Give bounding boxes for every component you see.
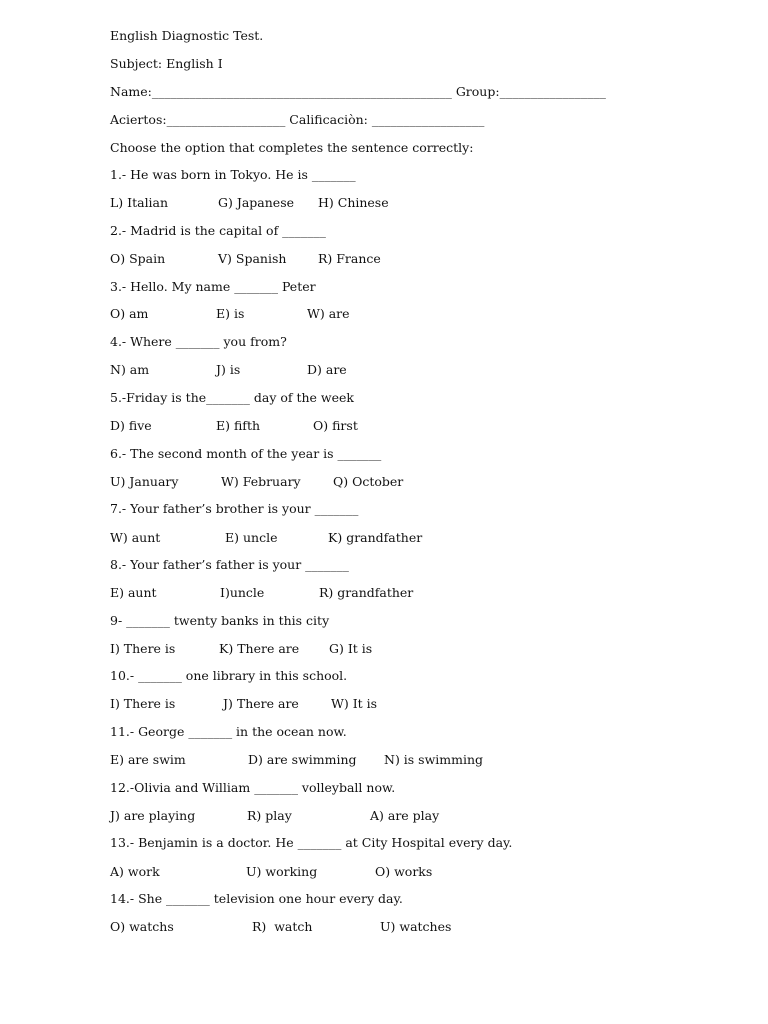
q7-option-3: K) grandfather [328, 530, 423, 545]
q9-option-3: G) It is [329, 641, 373, 656]
q10-option-1: I) There is [110, 696, 176, 711]
q14-option-3: U) watches [380, 919, 452, 934]
q10-option-3: W) It is [331, 696, 378, 711]
q12-option-3: A) are play [370, 808, 440, 823]
q12-option-1: J) are playing [110, 808, 196, 823]
q3-option-1: O) am [110, 306, 149, 321]
q3-option-3: W) are [307, 306, 350, 321]
q1-option-2: G) Japanese [218, 195, 295, 210]
q13-option-2: U) working [246, 864, 318, 879]
score-line: Aciertos:___________________ Calificaciòn: __________________ [110, 112, 485, 127]
q10-option-2: J) There are [223, 696, 299, 711]
q12-option-2: R) play [247, 808, 292, 823]
q14-option-1: O) watchs [110, 919, 174, 934]
question-5: 5.-Friday is the_______ day of the week [110, 390, 354, 405]
q13-option-1: A) work [110, 864, 160, 879]
q7-option-1: W) aunt [110, 530, 161, 545]
q13-option-3: O) works [375, 864, 433, 879]
test-title: English Diagnostic Test. [110, 28, 264, 43]
question-6: 6.- The second month of the year is _______ [110, 446, 382, 461]
q9-option-2: K) There are [219, 641, 300, 656]
q4-option-3: D) are [307, 362, 347, 377]
q7-option-2: E) uncle [225, 530, 278, 545]
q6-option-2: W) February [221, 474, 301, 489]
q5-option-2: E) fifth [216, 418, 261, 433]
q6-option-1: U) January [110, 474, 179, 489]
instructions: Choose the option that completes the sentence correctly: [110, 140, 474, 155]
q5-option-3: O) first [313, 418, 358, 433]
q8-option-3: R) grandfather [319, 585, 414, 600]
q5-option-1: D) five [110, 418, 152, 433]
q2-option-3: R) France [318, 251, 381, 266]
name-group-line: Name:________________________________________________ Group:_________________ [110, 84, 606, 99]
q1-option-3: H) Chinese [318, 195, 389, 210]
q11-option-1: E) are swim [110, 752, 186, 767]
q2-option-1: O) Spain [110, 251, 166, 266]
q11-option-3: N) is swimming [384, 752, 484, 767]
question-12: 12.-Olivia and William _______ volleyball now. [110, 780, 396, 795]
question-14: 14.- She _______ television one hour every day. [110, 891, 403, 906]
q3-option-2: E) is [216, 306, 245, 321]
question-3: 3.- Hello. My name _______ Peter [110, 279, 316, 294]
question-2: 2.- Madrid is the capital of _______ [110, 223, 326, 238]
q2-option-2: V) Spanish [218, 251, 287, 266]
question-1: 1.- He was born in Tokyo. He is _______ [110, 167, 356, 182]
q1-option-1: L) Italian [110, 195, 169, 210]
q6-option-3: Q) October [333, 474, 404, 489]
q8-option-2: I)uncle [220, 585, 265, 600]
question-7: 7.- Your father’s brother is your _______ [110, 501, 359, 516]
question-11: 11.- George _______ in the ocean now. [110, 724, 347, 739]
question-13: 13.- Benjamin is a doctor. He _______ at City Hospital every day. [110, 835, 513, 850]
q9-option-1: I) There is [110, 641, 176, 656]
question-8: 8.- Your father’s father is your _______ [110, 557, 349, 572]
q4-option-1: N) am [110, 362, 150, 377]
q14-option-2: R) watch [252, 919, 313, 934]
question-10: 10.- _______ one library in this school. [110, 668, 348, 683]
question-9: 9- _______ twenty banks in this city [110, 613, 330, 628]
subject-line: Subject: English I [110, 56, 223, 71]
q8-option-1: E) aunt [110, 585, 157, 600]
q11-option-2: D) are swimming [248, 752, 357, 767]
question-4: 4.- Where _______ you from? [110, 334, 287, 349]
q4-option-2: J) is [216, 362, 241, 377]
